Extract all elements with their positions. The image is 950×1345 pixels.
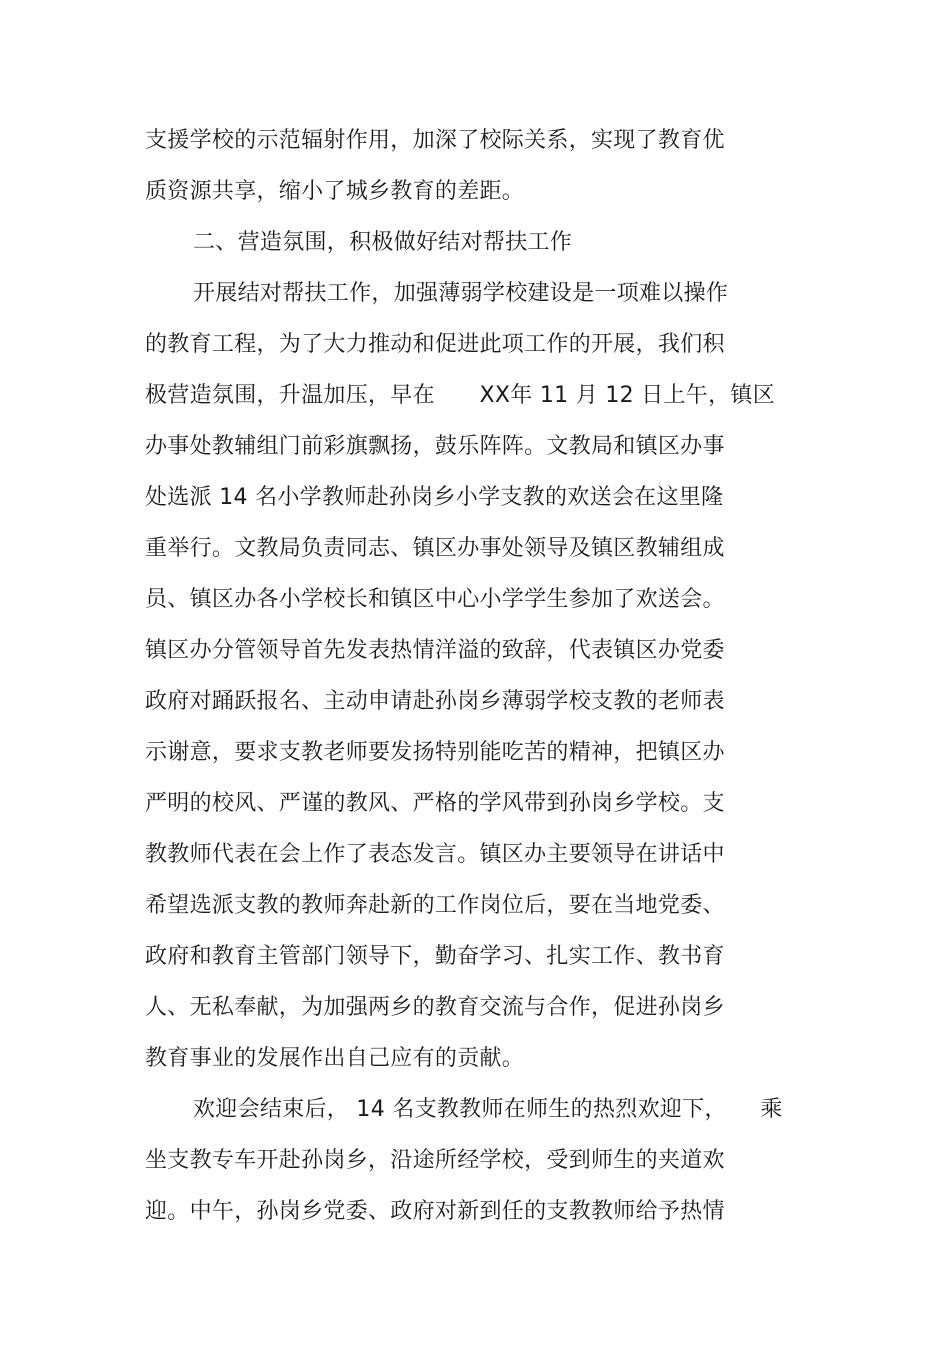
text-line: 员、镇区办各小学校长和镇区中心小学学生参加了欢送会。 [145,587,725,612]
text-line: 镇区办分管领导首先发表热情洋溢的致辞，代表镇区办党委 [145,638,725,663]
text-line: 政府对踊跃报名、主动申请赴孙岗乡薄弱学校支教的老师表 [145,689,725,714]
text-line: 质资源共享，缩小了城乡教育的差距。 [145,179,525,204]
text-line: 欢迎会结束后， 14 名支教教师在师生的热烈欢迎下， 乘 [193,1097,783,1122]
text-line: 的教育工程，为了大力推动和促进此项工作的开展，我们积 [145,332,725,357]
text-line: 坐支教专车开赴孙岗乡，沿途所经学校，受到师生的夹道欢 [145,1148,725,1173]
text-line: 人、无私奉献，为加强两乡的教育交流与合作，促进孙岗乡 [145,995,725,1020]
text-line: 政府和教育主管部门领导下，勤奋学习、扎实工作、教书育 [145,944,725,969]
text-line: 重举行。文教局负责同志、镇区办事处领导及镇区教辅组成 [145,536,725,561]
text-line: 办事处教辅组门前彩旗飘扬，鼓乐阵阵。文教局和镇区办事 [145,434,725,459]
text-line: 支援学校的示范辐射作用，加深了校际关系，实现了教育优 [145,128,725,153]
section-heading: 二、营造氛围，积极做好结对帮扶工作 [193,230,573,255]
text-line: 教育事业的发展作出自己应有的贡献。 [145,1046,525,1071]
text-line: 严明的校风、严谨的教风、严格的学风带到孙岗乡学校。支 [145,791,725,816]
text-line: 开展结对帮扶工作，加强薄弱学校建设是一项难以操作 [193,281,729,306]
text-line: 处选派 14 名小学教师赴孙岗乡小学支教的欢送会在这里隆 [145,485,724,510]
text-line: 迎。中午，孙岗乡党委、政府对新到任的支教教师给予热情 [145,1199,725,1224]
text-line: 希望选派支教的教师奔赴新的工作岗位后，要在当地党委、 [145,893,725,918]
text-line: 教教师代表在会上作了表态发言。镇区办主要领导在讲话中 [145,842,725,867]
text-line: 极营造氛围，升温加压，早在 XX年 11 月 12 日上午，镇区 [145,383,776,408]
text-line: 示谢意，要求支教老师要发扬特别能吃苦的精神，把镇区办 [145,740,725,765]
